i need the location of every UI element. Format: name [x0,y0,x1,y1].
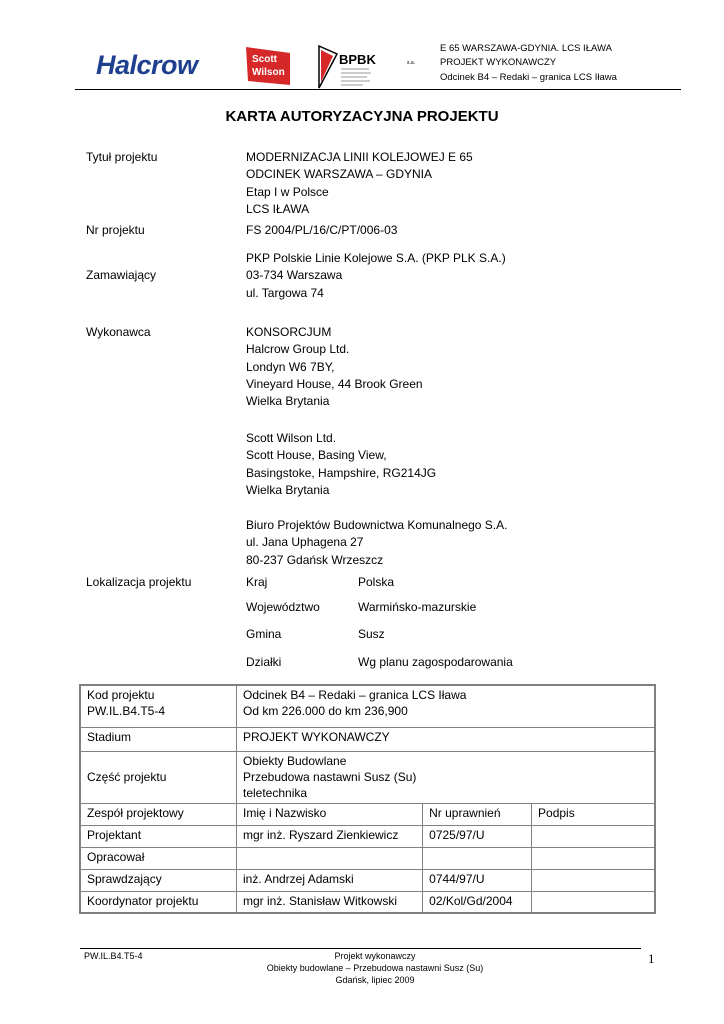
tytul-line: LCS IŁAWA [246,201,310,216]
wykonawca-line: Scott House, Basing View, [246,448,387,463]
zamawiajacy-line: PKP Polskie Linie Kolejowe S.A. (PKP PLK S.A.) [246,251,506,265]
name-cell: mgr inż. Stanisław Witkowski [236,891,422,913]
lokalizacja-value: Warmińsko-mazurskie [358,600,477,614]
role-cell: Sprawdzający [80,869,236,891]
wykonawca-line: KONSORCJUM [246,325,332,339]
table-row [80,727,655,751]
zamawiajacy-line: 03-734 Warszawa [246,268,343,283]
wykonawca-line: Basingstoke, Hampshire, RG214JG [246,465,437,480]
kod-label-line: PW.IL.B4.T5-4 [87,704,166,718]
wykonawca-group-3 [246,517,507,569]
sign-cell [532,847,655,869]
lokalizacja-value: Wg planu zagospodarowania [358,655,513,669]
czesc-line: teletechnika [242,785,308,800]
zamawiajacy-values [246,250,506,302]
czesc-label: Część projektu [80,751,236,803]
logo-sw-line1: Scott [252,54,277,65]
lokalizacja-key: Gmina [246,627,282,641]
table-row [80,825,655,847]
sign-cell [532,825,655,847]
wykonawca-group-1 [246,324,423,410]
czesc-value-cell [236,751,655,803]
czesc-line: Obiekty Budowlane [242,753,347,768]
lokalizacja-label: Lokalizacja projektu [86,575,192,589]
lokalizacja-key: Działki [246,655,282,669]
wykonawca-line: Biuro Projektów Budownictwa Komunalnego S.A. [246,518,508,532]
page-number: 1 [648,951,655,966]
wykonawca-line: Wielka Brytania [246,394,330,409]
table-row [80,869,655,891]
column-header: Podpis [532,803,655,825]
name-cell: inż. Andrzej Adamski [236,869,422,891]
authorization-table [79,684,656,914]
header-line-3: Odcinek B4 – Redaki – granica LCS Iława [440,72,617,83]
lokalizacja-value: Polska [358,575,395,589]
nr-cell [423,847,532,869]
tytul-values [246,149,473,218]
logo-bpbk-text: BPBK [339,52,376,67]
table-row [80,751,655,803]
zamawiajacy-label: Zamawiający [86,268,157,282]
column-header: Imię i Nazwisko [236,803,422,825]
wykonawca-line: 80-237 Gdańsk Wrzeszcz [246,552,384,567]
column-header: Nr uprawnień [423,803,532,825]
halcrow-logo: Halcrow [96,50,198,80]
nr-cell: 0725/97/U [423,825,532,847]
header-line-2: PROJEKT WYKONAWCZY [440,57,557,68]
wykonawca-line: Halcrow Group Ltd. [246,342,350,357]
kod-value-line: Odcinek B4 – Redaki – granica LCS Iława [242,688,467,702]
role-cell: Projektant [80,825,236,847]
name-cell [236,847,422,869]
lokalizacja-value: Susz [358,627,385,641]
footer-line: Obiekty budowlane – Przebudowa nastawni Susz (Su) [266,963,484,973]
kod-value-cell [236,685,655,727]
wykonawca-group-2 [246,430,436,499]
stadium-value: PROJEKT WYKONAWCZY [236,727,655,751]
bpbk-logo [317,44,427,90]
stadium-label: Stadium [80,727,236,751]
kod-label-line: Kod projektu [87,688,155,702]
wykonawca-label: Wykonawca [86,325,151,339]
table-row [80,891,655,913]
table-row [80,847,655,869]
role-cell: Opracował [80,847,236,869]
column-header: Zespół projektowy [80,803,236,825]
wykonawca-line: Londyn W6 7BY, [246,359,335,374]
tytul-label: Tytuł projektu [86,150,158,164]
zamawiajacy-line: ul. Targowa 74 [246,285,324,300]
table-header-row [80,803,655,825]
name-cell: mgr inż. Ryszard Zienkiewicz [236,825,422,847]
kod-value-line: Od km 226.000 do km 236,900 [242,704,408,718]
tytul-line: Etap I w Polsce [246,184,329,199]
sign-cell [532,891,655,913]
logo-bpbk-suffix: s.a. [407,60,416,66]
lokalizacja-key: Kraj [246,575,268,589]
nr-label: Nr projektu [86,223,145,237]
nr-cell: 02/Kol/Gd/2004 [423,891,532,913]
footer-line: Projekt wykonawczy [334,951,416,961]
wykonawca-line: ul. Jana Uphagena 27 [246,535,364,550]
footer-center [200,950,550,986]
table-row [80,685,655,727]
header-rule [75,89,681,90]
wykonawca-line: Scott Wilson Ltd. [246,431,337,445]
header-line-1: E 65 WARSZAWA-GDYNIA. LCS IŁAWA [440,43,612,54]
footer-line: Gdańsk, lipiec 2009 [335,975,415,985]
tytul-line: ODCINEK WARSZAWA – GDYNIA [246,167,433,182]
role-cell: Koordynator projektu [80,891,236,913]
sign-cell [532,869,655,891]
kod-label-cell [80,685,236,727]
footer-code: PW.IL.B4.T5-4 [84,951,143,961]
wykonawca-line: Wielka Brytania [246,482,330,497]
scott-wilson-logo [246,47,290,85]
logo-sw-line2: Wilson [252,67,285,78]
nr-cell: 0744/97/U [423,869,532,891]
lokalizacja-key: Województwo [246,600,320,614]
nr-value: FS 2004/PL/16/C/PT/006-03 [246,223,398,237]
czesc-line: Przebudowa nastawni Susz (Su) [242,769,417,784]
tytul-line: MODERNIZACJA LINII KOLEJOWEJ E 65 [246,150,473,164]
wykonawca-line: Vineyard House, 44 Brook Green [246,376,423,391]
footer-rule [80,948,641,949]
page-title: KARTA AUTORYZACYJNA PROJEKTU [225,108,499,125]
